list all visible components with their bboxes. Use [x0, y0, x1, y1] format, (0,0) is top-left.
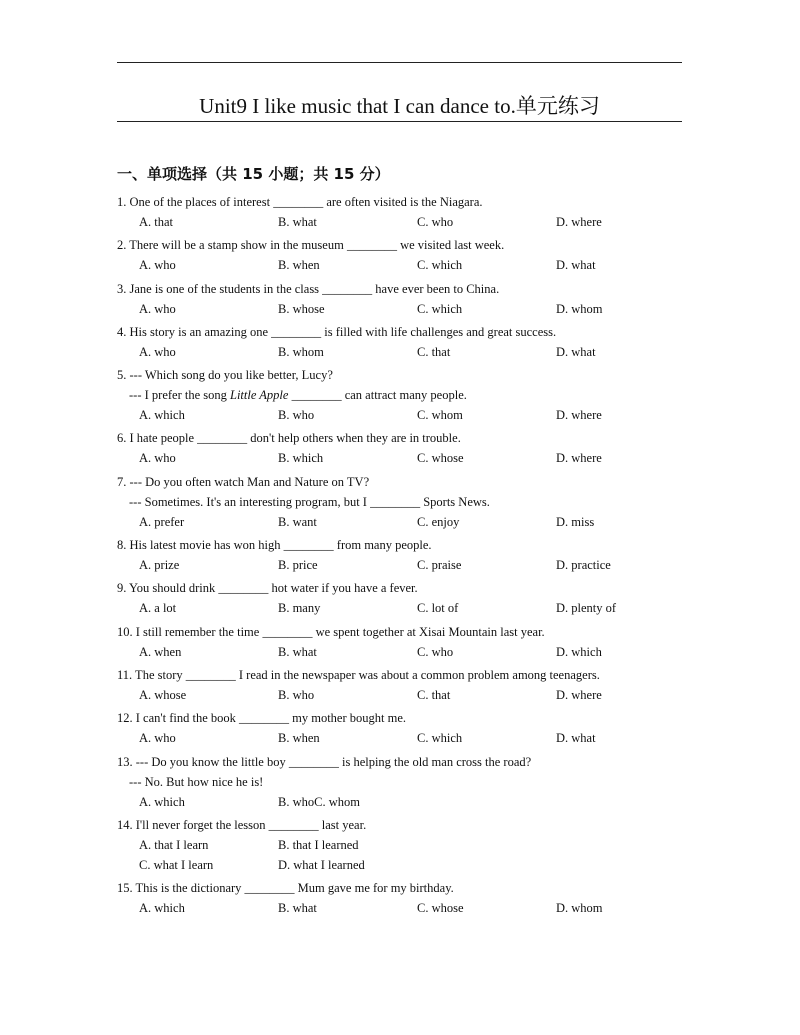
answer-option[interactable]: C. enjoy [417, 514, 460, 529]
question-stem: 8. His latest movie has won high ________ from many people. [117, 538, 432, 553]
question-stem: 4. His story is an amazing one ________ is filled with life challenges and great success. [117, 324, 557, 339]
question-stem: 6. I hate people ________ don't help others when they are in trouble. [117, 431, 461, 446]
question-stem: 3. Jane is one of the students in the class ________ have ever been to China. [117, 281, 500, 296]
page-title: Unit9 I like music that I can dance to.单元练习 [199, 94, 600, 118]
answer-option[interactable]: C. praise [417, 558, 462, 573]
option-row [117, 685, 687, 705]
answer-option[interactable]: A. who [139, 451, 176, 466]
option-row [117, 255, 687, 275]
reply-italic-title: Little Apple [230, 388, 289, 403]
answer-option[interactable]: B. whose [278, 301, 325, 316]
answer-option[interactable]: B. want [278, 514, 317, 529]
option-row [117, 448, 687, 468]
option-row [117, 512, 687, 532]
question-1 [117, 192, 687, 235]
answer-option[interactable]: A. that [139, 215, 174, 229]
option-row [117, 405, 687, 425]
question-9 [117, 578, 687, 621]
question-stem: 5. --- Which song do you like better, Lucy? [117, 368, 333, 383]
option-row [117, 855, 687, 875]
answer-option[interactable]: A. which [139, 794, 185, 809]
question-2 [117, 235, 687, 278]
answer-option[interactable]: D. what I learned [278, 857, 365, 872]
question-stem: 15. This is the dictionary ________ Mum gave me for my birthday. [117, 881, 454, 896]
answer-option[interactable]: B. which [278, 451, 324, 466]
reply-text: --- Sometimes. It's an interesting program, but I ________ Sports News. [129, 494, 490, 509]
question-4 [117, 322, 687, 365]
question-stem: 12. I can't find the book ________ my mother bought me. [117, 711, 407, 726]
answer-option[interactable]: B. whom [278, 344, 324, 359]
reply-text: --- No. But how nice he is! [129, 774, 264, 789]
answer-option[interactable]: D. practice [556, 558, 611, 573]
answer-option[interactable]: D. where [556, 451, 602, 466]
question-stem: 14. I'll never forget the lesson ________ last year. [117, 817, 367, 832]
answer-option[interactable]: D. plenty of [556, 601, 617, 616]
question-stem: 9. You should drink ________ hot water if you have a fever. [117, 581, 418, 596]
section-heading: 一、单项选择（共 15 小题；共 15 分） [117, 165, 390, 183]
option-row [117, 728, 687, 748]
question-stem: 1. One of the places of interest ________ are often visited is the Niagara. [117, 195, 483, 209]
answer-option[interactable]: A. who [139, 258, 176, 273]
option-row [117, 555, 687, 575]
answer-option[interactable]: C. what I learn [139, 857, 214, 872]
answer-option[interactable]: B. many [278, 601, 321, 616]
question-list [117, 192, 687, 921]
question-7 [117, 472, 687, 535]
answer-option[interactable]: D. what [556, 344, 596, 359]
answer-option[interactable]: B. that I learned [278, 837, 359, 852]
question-5 [117, 365, 687, 428]
answer-option[interactable]: B. what [278, 644, 317, 659]
answer-option[interactable]: D. where [556, 408, 602, 423]
answer-option[interactable]: B. when [278, 731, 320, 746]
question-stem: 10. I still remember the time ________ we spent together at Xisai Mountain last year. [117, 624, 545, 639]
answer-option[interactable]: A. whose [139, 687, 187, 702]
answer-option[interactable]: C. who [417, 644, 454, 659]
answer-option[interactable]: C. whose [417, 451, 464, 466]
answer-option[interactable]: C. lot of [417, 601, 459, 616]
answer-option[interactable]: C. which [417, 731, 463, 746]
answer-option[interactable]: A. who [139, 731, 176, 746]
question-6 [117, 428, 687, 471]
top-rule [117, 62, 682, 63]
answer-option[interactable]: D. what [556, 731, 596, 746]
answer-option[interactable]: B. who [278, 408, 315, 423]
question-14 [117, 815, 687, 878]
answer-option[interactable]: A. which [139, 901, 185, 916]
answer-option[interactable]: A. which [139, 408, 185, 423]
answer-option[interactable]: A. that I learn [139, 837, 209, 852]
answer-option[interactable]: D. where [556, 687, 602, 702]
question-8 [117, 535, 687, 578]
answer-option[interactable]: C. who [417, 215, 454, 229]
answer-option[interactable]: A. who [139, 344, 176, 359]
question-11 [117, 665, 687, 708]
answer-option[interactable]: D. whom [556, 301, 603, 316]
answer-option[interactable]: A. a lot [139, 601, 177, 616]
option-row [117, 792, 687, 812]
question-10 [117, 622, 687, 665]
question-reply [117, 492, 687, 512]
answer-option[interactable]: D. whom [556, 901, 603, 916]
answer-option[interactable]: C. that [417, 687, 451, 702]
answer-option[interactable]: B. price [278, 558, 318, 573]
question-spacer [117, 918, 687, 921]
answer-option[interactable]: A. prefer [139, 514, 185, 529]
answer-option[interactable]: D. what [556, 258, 596, 273]
question-stem: 2. There will be a stamp show in the museum ________ we visited last week. [117, 238, 505, 253]
answer-option[interactable]: D. where [556, 215, 602, 229]
option-row [117, 642, 687, 662]
answer-option[interactable]: C. whose [417, 901, 464, 916]
reply-text-end: ________ can attract many people. [288, 388, 467, 403]
option-row [117, 835, 687, 855]
option-row [117, 598, 687, 618]
question-3 [117, 279, 687, 322]
answer-option[interactable]: A. prize [139, 558, 180, 573]
question-reply [117, 772, 687, 792]
answer-option[interactable]: C. whom [417, 408, 463, 423]
answer-option[interactable]: B. who [278, 687, 315, 702]
question-stem: 13. --- Do you know the little boy ________ is helping the old man cross the road? [117, 754, 532, 769]
answer-option[interactable]: A. when [139, 644, 182, 659]
option-row [117, 299, 687, 319]
answer-option[interactable]: C. that [417, 344, 451, 359]
question-12 [117, 708, 687, 751]
option-row [117, 898, 687, 918]
reply-text: --- I prefer the song [129, 388, 230, 403]
question-15 [117, 878, 687, 921]
answer-option[interactable]: B. what [278, 901, 317, 916]
question-stem: 7. --- Do you often watch Man and Nature on TV? [117, 474, 370, 489]
question-stem: 11. The story ________ I read in the newspaper was about a common problem among teenagers. [117, 667, 600, 682]
option-row [117, 342, 687, 362]
question-reply [117, 385, 687, 405]
answer-option[interactable]: C. which [417, 301, 463, 316]
answer-option[interactable]: D. miss [556, 514, 595, 529]
answer-option[interactable]: A. who [139, 301, 176, 316]
answer-option[interactable]: B. whoC. whom [278, 794, 360, 809]
answer-option[interactable]: D. which [556, 644, 602, 659]
option-row [117, 212, 687, 232]
answer-option[interactable]: C. which [417, 258, 463, 273]
question-13 [117, 752, 687, 815]
answer-option[interactable]: B. when [278, 258, 320, 273]
answer-option[interactable]: B. what [278, 215, 317, 229]
title-rule [117, 121, 682, 122]
